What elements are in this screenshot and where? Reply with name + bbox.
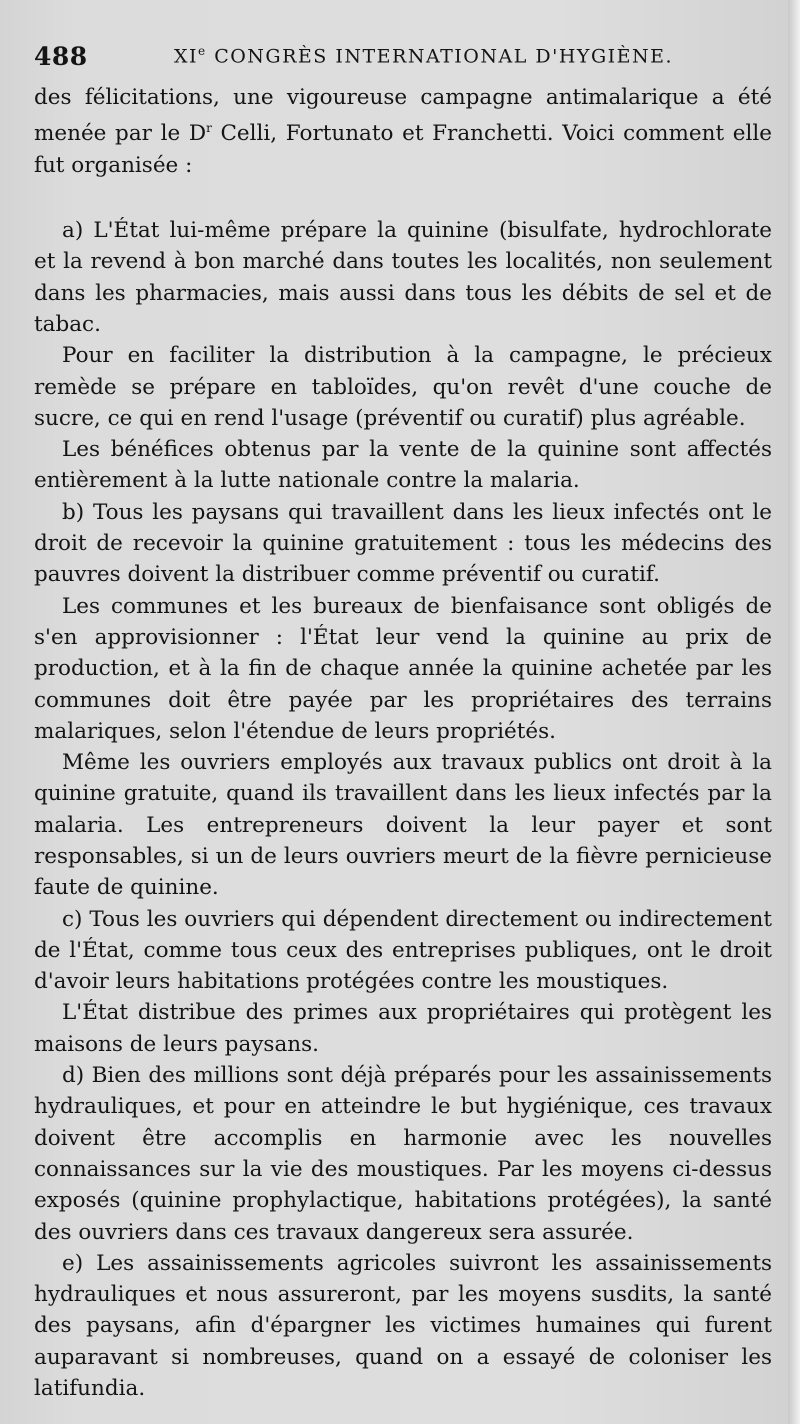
paragraph-c: c) Tous les ouvriers qui dépendent directement ou indirectement de l'État, comme tous ceux des entreprises publiques, ont le droit d'avoir leurs habitations protégées contre les moustiques. (34, 906, 772, 995)
page-edge (788, 0, 800, 1424)
running-title-text: CONGRÈS INTERNATIONAL D'HYGIÈNE. (206, 45, 674, 68)
paragraph-ouvriers: Même les ouvriers employés aux travaux publics ont droit à la quinine gratuite, quand ils travaillent dans les lieux infectés par la malaria. Les entrepreneurs doivent la leur payer et sont responsables, si un de leurs ouvriers meurt de la fièvre pernicieuse faute de quinine. (34, 750, 772, 901)
page-number: 488 (34, 42, 88, 71)
section-gap (34, 181, 772, 215)
running-title (174, 44, 673, 67)
body-text (34, 82, 772, 1404)
intro-paragraph (34, 82, 772, 181)
paragraph-primes: L'État distribue des primes aux propriétaires qui protègent les maisons de leurs paysans. (34, 1000, 772, 1057)
intro-sup: r (206, 121, 212, 136)
running-title-roman: XI (174, 45, 199, 68)
paragraph-b: b) Tous les paysans qui travaillent dans les lieux infectés ont le droit de recevoir la quinine gratuitement : tous les médecins des pauvres doivent la distribuer comme préventif ou curatif. (34, 499, 772, 588)
paragraph-d: d) Bien des millions sont déjà préparés pour les assainissements hydrauliques, et pour en atteindre le but hygiénique, ces travaux doivent être accomplis en harmonie avec les nouvelles connaissances sur la vie des moustiques. Par les moyens ci-dessus exposés (quinine prophylactique, habitations protégées), la santé des ouvriers dans ces travaux dangereux sera assurée. (34, 1063, 772, 1245)
intro-text-1: des félicitations, une vigoureuse campagne antimalarique a été menée par le D (34, 85, 772, 147)
paragraph-communes: Les communes et les bureaux de bienfaisance sont obligés de s'en approvisionner : l'État leur vend la quinine au prix de production, et à la fin de chaque année la quinine achetée par les communes doit être payée par les propriétaires des terrains malariques, selon l'étendue de leurs propriétés. (34, 593, 772, 744)
intro-text-2: Celli, Fortunato et Franchetti. Voici comment elle fut organisée : (34, 121, 772, 178)
paragraph-benefices: Les bénéfices obtenus par la vente de la quinine sont affectés entièrement à la lutte nationale contre la malaria. (34, 437, 772, 494)
running-title-sup: e (198, 44, 207, 58)
paragraph-e: e) Les assainissements agricoles suivront les assainissements hydrauliques et nous assureront, par les moyens susdits, la santé des paysans, afin d'épargner les victimes humaines qui furent auparavant si nombreuses, quand on a essayé de coloniser les latifundia. (34, 1250, 772, 1402)
paragraph-tabloides: Pour en faciliter la distribution à la campagne, le précieux remède se prépare en tabloïdes, qu'on revêt d'une couche de sucre, ce qui en rend l'usage (préventif ou curatif) plus agréable. (34, 343, 772, 431)
page-header (34, 42, 764, 72)
paragraph-a: a) L'État lui-même prépare la quinine (bisulfate, hydrochlorate et la revend à bon marché dans toutes les localités, non seulement dans les pharmacies, mais aussi dans tous les débits de sel et de tabac. (34, 218, 772, 337)
